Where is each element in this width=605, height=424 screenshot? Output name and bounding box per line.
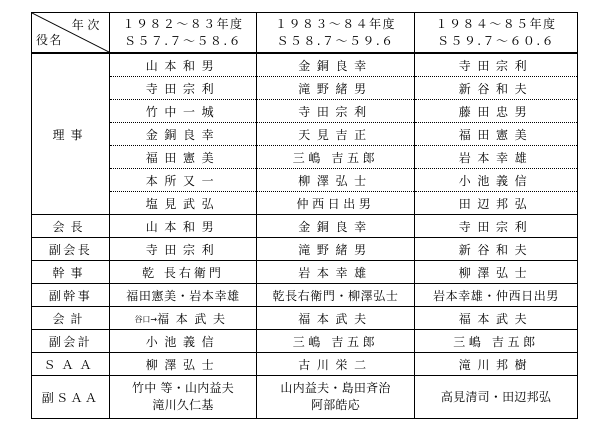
vice-president-row: [32, 238, 578, 261]
corner-role-label: 役名: [36, 33, 63, 47]
year-header-2: [257, 13, 415, 54]
role-cell: 副幹事: [32, 284, 110, 307]
name-cell: 福田憲美: [110, 146, 257, 169]
role-cell: 会長: [32, 215, 110, 238]
name-cell: 三嶋 吉五郎: [257, 146, 415, 169]
president-row: [32, 215, 578, 238]
corner-header-cell: [32, 13, 110, 54]
name-cell: 岩本幸雄: [415, 146, 578, 169]
name-cell: 寺田宗利: [415, 53, 578, 77]
director-row: [32, 77, 578, 100]
saa-row: [32, 353, 578, 376]
showa-period-label: Ｓ５７.７〜５８.６: [123, 33, 243, 48]
name-cell: 福本武夫: [415, 307, 578, 330]
name-cell: 藤田忠男: [415, 100, 578, 123]
director-row: [32, 53, 578, 77]
secretary-row: [32, 261, 578, 284]
name-line: 山内益夫・島田斉治: [280, 381, 391, 395]
header-row: [32, 13, 578, 54]
director-row: [32, 123, 578, 146]
vice-saa-row: [32, 376, 578, 419]
name-line: 滝川久仁基: [152, 398, 214, 412]
name-cell: 小池義信: [110, 330, 257, 353]
name-cell: 金銅良幸: [257, 53, 415, 77]
role-cell: 副ＳＡＡ: [32, 376, 110, 419]
name-cell: [110, 307, 257, 330]
role-cell: 会計: [32, 307, 110, 330]
name-cell: 滝川邦樹: [415, 353, 578, 376]
name-text: 福本武夫: [157, 311, 232, 326]
predecessor-note: 谷口→: [134, 314, 158, 324]
year-header-3: [415, 13, 578, 54]
showa-period-label: Ｓ５９.７〜６０.６: [436, 33, 556, 48]
name-cell: 天見吉正: [257, 123, 415, 146]
name-cell: 寺田宗利: [415, 215, 578, 238]
name-cell: 仲西日出男: [257, 192, 415, 215]
role-cell: ＳＡＡ: [32, 353, 110, 376]
director-row: [32, 146, 578, 169]
role-cell: 副会長: [32, 238, 110, 261]
name-line: 阿部皓応: [311, 398, 360, 412]
name-cell: 福田憲美・岩本幸雄: [110, 284, 257, 307]
name-cell: 金銅良幸: [110, 123, 257, 146]
name-cell: 寺田宗利: [110, 77, 257, 100]
name-cell: 岩本幸雄: [257, 261, 415, 284]
name-cell: 寺田宗利: [257, 100, 415, 123]
director-row: [32, 169, 578, 192]
name-cell: 塩見武弘: [110, 192, 257, 215]
name-cell: 新谷和夫: [415, 238, 578, 261]
fiscal-year-label: １９８４〜８５年度: [435, 16, 557, 31]
name-cell: 福本武夫: [257, 307, 415, 330]
treasurer-row: [32, 307, 578, 330]
fiscal-year-label: １９８２〜８３年度: [122, 16, 244, 31]
role-cell: 副会計: [32, 330, 110, 353]
name-cell: 本所又一: [110, 169, 257, 192]
director-row: [32, 192, 578, 215]
director-row: [32, 100, 578, 123]
name-cell: 柳澤弘士: [415, 261, 578, 284]
name-cell: [110, 376, 257, 419]
name-cell: 金銅良幸: [257, 215, 415, 238]
name-cell: 福田憲美: [415, 123, 578, 146]
year-header-1: [110, 13, 257, 54]
showa-period-label: Ｓ５８.７〜５９.６: [276, 33, 395, 48]
name-cell: 山本和男: [110, 215, 257, 238]
name-cell: 柳澤弘士: [110, 353, 257, 376]
name-cell: 三嶋 吉五郎: [415, 330, 578, 353]
fiscal-year-label: １９８３〜８４年度: [275, 16, 396, 31]
name-cell: 山本和男: [110, 53, 257, 77]
name-cell: [257, 376, 415, 419]
name-cell: 乾 長右衛門: [110, 261, 257, 284]
name-line: 高見清司・田辺邦弘: [440, 389, 552, 404]
name-cell: 三嶋 吉五郎: [257, 330, 415, 353]
name-cell: 古川栄二: [257, 353, 415, 376]
name-cell: [415, 376, 578, 419]
name-cell: 岩本幸雄・仲西日出男: [415, 284, 578, 307]
role-cell: 幹事: [32, 261, 110, 284]
officer-roster-table: [31, 12, 578, 419]
name-cell: 小池義信: [415, 169, 578, 192]
name-cell: 柳澤弘士: [257, 169, 415, 192]
name-line: 竹中 等・山内益夫: [132, 381, 234, 395]
name-cell: 竹中一城: [110, 100, 257, 123]
name-cell: 田辺邦弘: [415, 192, 578, 215]
name-cell: 寺田宗利: [110, 238, 257, 261]
vice-secretary-row: [32, 284, 578, 307]
name-cell: 新谷和夫: [415, 77, 578, 100]
role-cell-directors: 理事: [32, 53, 110, 215]
name-cell: 滝野緒男: [257, 238, 415, 261]
corner-year-label: 年次: [71, 18, 103, 32]
name-cell: 乾長右衛門・柳澤弘士: [257, 284, 415, 307]
vice-treasurer-row: [32, 330, 578, 353]
name-cell: 滝野緒男: [257, 77, 415, 100]
